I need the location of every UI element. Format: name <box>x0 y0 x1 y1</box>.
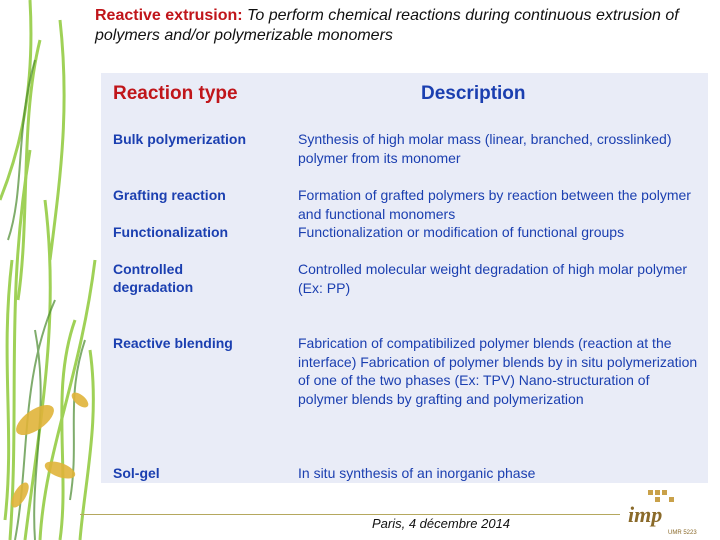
reaction-type-sol-gel: Sol-gel <box>113 465 160 481</box>
footer-date: Paris, 4 décembre 2014 <box>372 516 511 531</box>
description-reactive-blending: Fabrication of compatibilized polymer blends (reaction at the interface) Fabrication of polymer blends by in situ polymerization of one of the two phases (Ex: TPV) Nano-structuration of polymer blends by grafting and polymerization <box>298 335 698 407</box>
description-controlled-degradation: Controlled molecular weight degradation of high molar polymer (Ex: PP) <box>298 261 688 296</box>
footer-divider <box>80 514 620 515</box>
reaction-type-reactive-blending: Reactive blending <box>113 335 233 351</box>
description-bulk-polymerization: Synthesis of high molar mass (linear, branched, crosslinked) polymer from its monomer <box>298 131 672 166</box>
description-sol-gel: In situ synthesis of an inorganic phase <box>298 465 536 481</box>
description-functionalization: Functionalization or modification of functional groups <box>298 224 625 240</box>
header-description: Description <box>421 83 526 104</box>
reaction-type-grafting: Grafting reaction <box>113 187 226 203</box>
header-reaction-type: Reaction type <box>113 83 238 104</box>
title-description: To perform chemical reactions during continuous extrusion of polymers and/or polymerizable monomers <box>95 7 679 44</box>
reaction-type-controlled-degradation: Controlled degradation <box>113 261 194 295</box>
grass-decoration <box>0 0 110 540</box>
description-grafting: Formation of grafted polymers by reaction between the polymer and functional monomers <box>298 187 691 222</box>
slide-title <box>95 6 705 46</box>
reaction-type-bulk-polymerization: Bulk polymerization <box>113 131 247 147</box>
reaction-type-functionalization: Functionalization <box>113 224 229 240</box>
logo-subtext: UMR 5223 <box>668 530 697 536</box>
logo-text: imp <box>628 502 663 527</box>
imp-logo <box>618 488 708 538</box>
title-keyword: Reactive extrusion: <box>95 7 243 24</box>
